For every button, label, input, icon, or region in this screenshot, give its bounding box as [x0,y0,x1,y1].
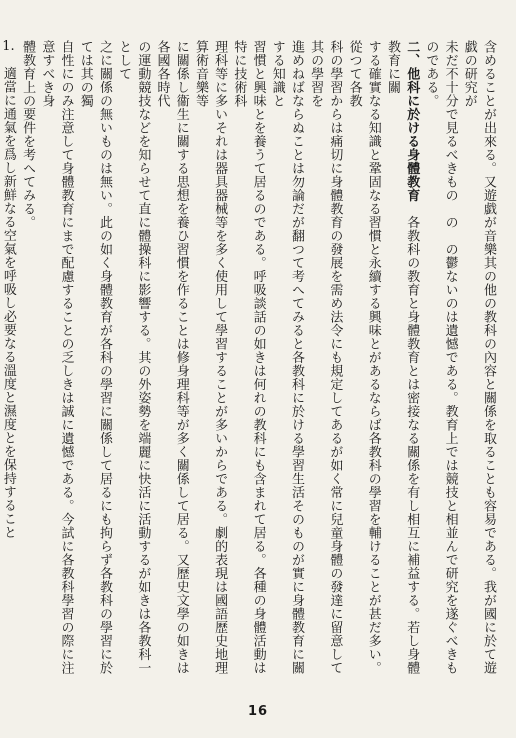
list-item-text: 適當に通氣を爲し新鮮なる空氣を呼吸し必要なる溫度と濕度とを保持すること [0,66,16,539]
page-number: 16 [247,704,269,719]
vertical-text-body [0,40,498,680]
paragraph-line: の運動競技などを知らせて直に體操科に影響する。其の外姿勢を端麗に快活に活動するが如きは各教科一として [116,40,151,675]
list-item-number: 1. [2,40,15,53]
text-line: 未だ不十分で見るべきもの の の鬱ないのは遺憾である。教育上では競技と相並んで研究を遂ぐべきものである。 [423,40,458,675]
paragraph-line: 自性にのみ注意して身體教育にまで配慮することの乏しきは誠に遺憾である。今試に各教科學習の際に注意すべき身 [39,40,74,675]
section-heading: 二、他科に於ける身體教育 [404,40,420,202]
paragraph-line: 之に關係の無いものは無い。此の如く身體教育が各科の學習に關係して居るにも拘らず各教科の學習に於ては其の獨 [77,40,112,675]
paragraph-line: 理科等に多いそれは器具器械等を多く使用して學習することが多いからである。劇的表現は國語歷史地理算術音樂等 [192,40,228,675]
paragraph-line: 體教育上の要件を考へてみる。 [20,40,36,229]
paragraph-line: 習慣と興味とを養うて居るのである。呼吸談話の如きは何れの教科にも含まれて居る。各種の身體活動は特に技術科 [231,40,266,675]
text-line: 含めることが出來る。又遊戯が音樂其の他の教科の內容と關係を取ることも容易である。我が國に於て遊戯の研究が [461,40,496,675]
paragraph-line: 科の學習からは痛切に身體教育の發展を需め法令にも規定してあるが如く常に兒童身體の發達に留意して其の學習を [308,40,343,675]
paragraph-line: する確實なる知識と鞏固なる習慣と永續する興味とがあるならば各教科の學習を輔けることが甚だ多い。從つて各教 [346,40,381,675]
list-item [0,40,18,680]
section-heading-line [383,40,421,680]
paragraph-line: 各教科の教育と身體教育とは密接なる關係を有し相互に補益する。若し身體教育に關 [384,40,420,675]
paragraph-line: 進めねばならぬことは勿論だが翻つて考へてみると各教科に於ける學習生活そのものが實に身體教育に關する知識と [269,40,304,675]
paragraph-line: に關係し衞生に關する思想を養ひ習慣を作ることは修身理科等が多く關係して居る。又歷史文學の如きは各國各時代 [154,40,189,675]
